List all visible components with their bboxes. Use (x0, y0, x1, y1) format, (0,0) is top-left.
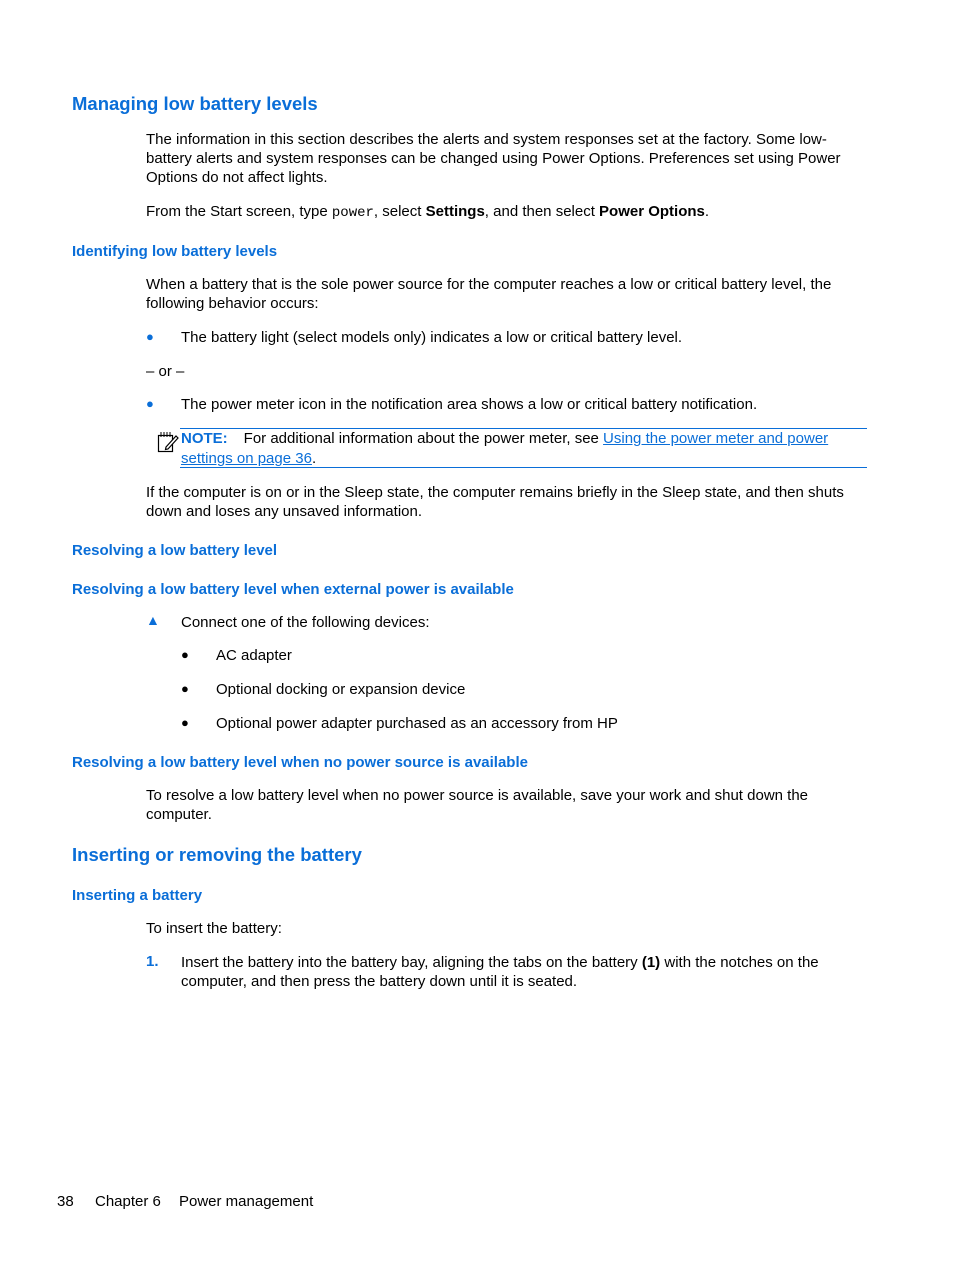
start-mid: , select (373, 203, 426, 220)
power-options-label: Power Options (599, 203, 705, 220)
start-mid2: , and then select (484, 203, 600, 220)
step-pre: Insert the battery into the battery bay, aligning the tabs on the battery (181, 954, 642, 971)
or-separator: – or – (146, 363, 185, 380)
section-title-resolving: Resolving a low battery level (72, 542, 278, 559)
bullet-dot-icon: ● (146, 329, 154, 344)
section-title-identifying: Identifying low battery levels (72, 243, 278, 260)
note-bottom-rule (180, 467, 867, 468)
bullet-dot-icon: ● (181, 715, 189, 730)
bullet-battery-light: The battery light (select models only) indicates a low or critical battery level. (181, 329, 683, 346)
footer-chapter-title: Power management (179, 1193, 314, 1210)
step-post: with the notches on the computer, and then press the battery down until it is seated. (181, 954, 819, 990)
identifying-intro: When a battery that is the sole power source for the computer reaches a low or critical battery level, the following behavior occurs: (146, 276, 832, 312)
no-power-text: To resolve a low battery level when no power source is available, save your work and shut down the computer. (146, 787, 809, 823)
device-item: Optional docking or expansion device (216, 681, 466, 698)
section-title-inserting: Inserting or removing the battery (72, 844, 362, 865)
triangle-step-icon: ▲ (146, 612, 160, 628)
section-title-inserting-battery: Inserting a battery (72, 887, 203, 904)
start-screen-instruction (146, 202, 868, 223)
connect-devices-text: Connect one of the following devices: (181, 614, 430, 631)
power-command: power (331, 205, 374, 221)
device-item: AC adapter (216, 647, 292, 664)
note-text: For additional information about the power meter, see (243, 430, 604, 447)
step-bold: (1) (641, 954, 661, 971)
sleep-state-text: If the computer is on or in the Sleep state, the computer remains briefly in the Sleep state, and then shuts down and loses any unsaved information. (146, 484, 844, 520)
step-number: 1. (146, 953, 159, 970)
power-meter-link[interactable]: Using the power meter and power settings on page 36 (181, 430, 829, 467)
settings-label: Settings (425, 203, 485, 220)
start-pre: From the Start screen, type (146, 203, 332, 220)
bullet-dot-icon: ● (146, 396, 154, 411)
section-title-external-power: Resolving a low battery level when external power is available (72, 581, 514, 598)
section-title-no-power: Resolving a low battery level when no power source is available (72, 754, 528, 771)
bullet-power-meter: The power meter icon in the notification area shows a low or critical battery notification. (181, 396, 758, 413)
bullet-dot-icon: ● (181, 681, 189, 696)
bullet-dot-icon: ● (181, 647, 189, 662)
note-label: NOTE: (181, 430, 228, 447)
insert-step-1 (181, 953, 871, 991)
note-content (181, 429, 871, 469)
managing-intro: The information in this section describes the alerts and system responses set at the factory. Some low-battery alerts and system responses can be changed using Power Options. Preferences set using Power Options do not affect lights. (146, 131, 841, 186)
section-title-managing: Managing low battery levels (72, 93, 318, 114)
start-end: . (704, 203, 710, 220)
insert-intro: To insert the battery: (146, 920, 282, 937)
note-pencil-icon (157, 431, 179, 453)
note-end: . (311, 450, 317, 467)
page-number: 38 (57, 1193, 74, 1210)
device-item: Optional power adapter purchased as an accessory from HP (216, 715, 618, 732)
footer-chapter: Chapter 6 (95, 1193, 161, 1210)
